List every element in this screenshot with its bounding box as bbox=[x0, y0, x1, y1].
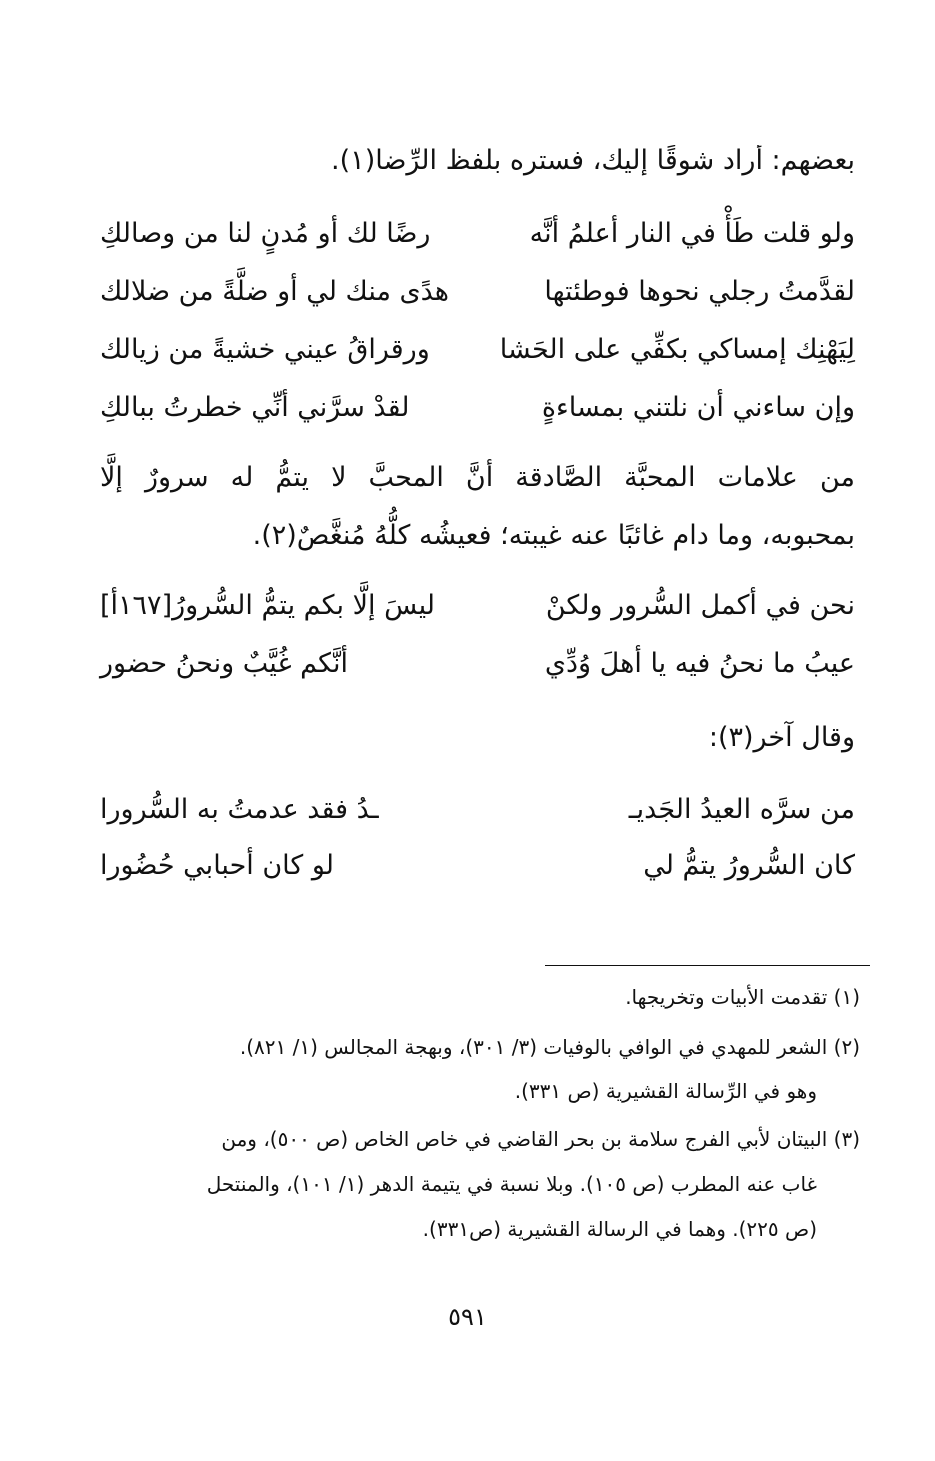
verse-line bbox=[100, 276, 855, 320]
footnote-separator bbox=[545, 965, 870, 966]
footnote-marker: (٢) bbox=[833, 1035, 860, 1059]
verse-first-hemistich: كان السُّرورُ يتمُّ لي bbox=[643, 850, 855, 881]
verse-second-hemistich: أنَّكم غُيَّبٌ ونحنُ حضور bbox=[100, 648, 349, 679]
verse-first-hemistich: نحن في أكمل السُّرور ولكنْ bbox=[545, 590, 855, 621]
footnote-marker: (١) bbox=[833, 985, 860, 1009]
footnote bbox=[100, 1127, 860, 1151]
footnote-text: (ص ٢٢٥). وهما في الرسالة القشيرية (ص٣٣١). bbox=[422, 1217, 817, 1241]
page-number: ٥٩١ bbox=[448, 1303, 487, 1331]
verse-line bbox=[100, 648, 855, 692]
intro-line: بعضهم: أراد شوقًا إليك، فستره بلفظ الرِّضا(١). bbox=[331, 145, 855, 176]
footnote-text: وهو في الرِّسالة القشيرية (ص ٣٣١). bbox=[514, 1079, 817, 1103]
prose-line: بمحبوبه، وما دام غائبًا عنه غيبته؛ فعيشُه كلُّهُ مُنغَّصٌ(٢). bbox=[252, 520, 855, 551]
verse-line bbox=[100, 218, 855, 262]
footnote-text: تقدمت الأبيات وتخريجها. bbox=[625, 985, 828, 1009]
verse-second-hemistich: ـدُ فقد عدمتُ به السُّرورا bbox=[100, 794, 379, 825]
footnote bbox=[100, 985, 860, 1009]
verse-first-hemistich: ولو قلت طَأْ في النار أعلمُ أنَّه bbox=[529, 218, 855, 249]
verse-first-hemistich: وإن ساءني أن نلتني بمساءةٍ bbox=[541, 392, 855, 423]
verse-second-hemistich: ليسَ إلَّا بكم يتمُّ السُّرورُ[١٦٧أ] bbox=[100, 590, 435, 621]
footnote-text: البيتان لأبي الفرج سلامة بن بحر القاضي في خاص الخاص (ص ٥٠٠)، ومن bbox=[221, 1127, 828, 1151]
verse-second-hemistich: لو كان أحبابي حُضُورا bbox=[100, 850, 335, 881]
verse-first-hemistich: لِيَهْنِك إمساكي بكفِّي على الحَشا bbox=[499, 334, 855, 365]
verse-line bbox=[100, 590, 855, 634]
footnote bbox=[100, 1035, 860, 1059]
verse-first-hemistich: عيبُ ما نحنُ فيه يا أهلَ وُدِّي bbox=[544, 648, 855, 679]
said-another-line: وقال آخر(٣): bbox=[708, 722, 855, 753]
verse-second-hemistich: ورقراقُ عيني خشيةً من زيالك bbox=[100, 334, 430, 365]
footnote-text: الشعر للمهدي في الوافي بالوفيات (٣/ ٣٠١)، وبهجة المجالس (١/ ٨٢١). bbox=[239, 1035, 828, 1059]
verse-line bbox=[100, 794, 855, 838]
verse-first-hemistich: لقدَّمتُ رجلي نحوها فوطئتها bbox=[544, 276, 855, 307]
verse-line bbox=[100, 334, 855, 378]
footnote-text: غاب عنه المطرب (ص ١٠٥). وبلا نسبة في يتيمة الدهر (١/ ١٠١)، والمنتحل bbox=[206, 1172, 817, 1196]
verse-second-hemistich: هدًى منك لي أو ضلَّةً من ضلالك bbox=[100, 276, 450, 307]
verse-first-hemistich: من سرَّه العيدُ الجَديـ bbox=[628, 794, 855, 825]
verse-line bbox=[100, 392, 855, 436]
footnote-marker: (٣) bbox=[833, 1127, 860, 1151]
verse-second-hemistich: لقدْ سرَّني أنِّي خطرتُ ببالكِ bbox=[100, 392, 410, 423]
verse-line bbox=[100, 850, 855, 894]
verse-second-hemistich: رضًا لك أو مُدنٍ لنا من وصالكِ bbox=[100, 218, 431, 249]
prose-line: من علامات المحبَّة الصَّادقة أنَّ المحبَّ لا يتمُّ له سرورٌ إلَّا bbox=[100, 462, 855, 493]
